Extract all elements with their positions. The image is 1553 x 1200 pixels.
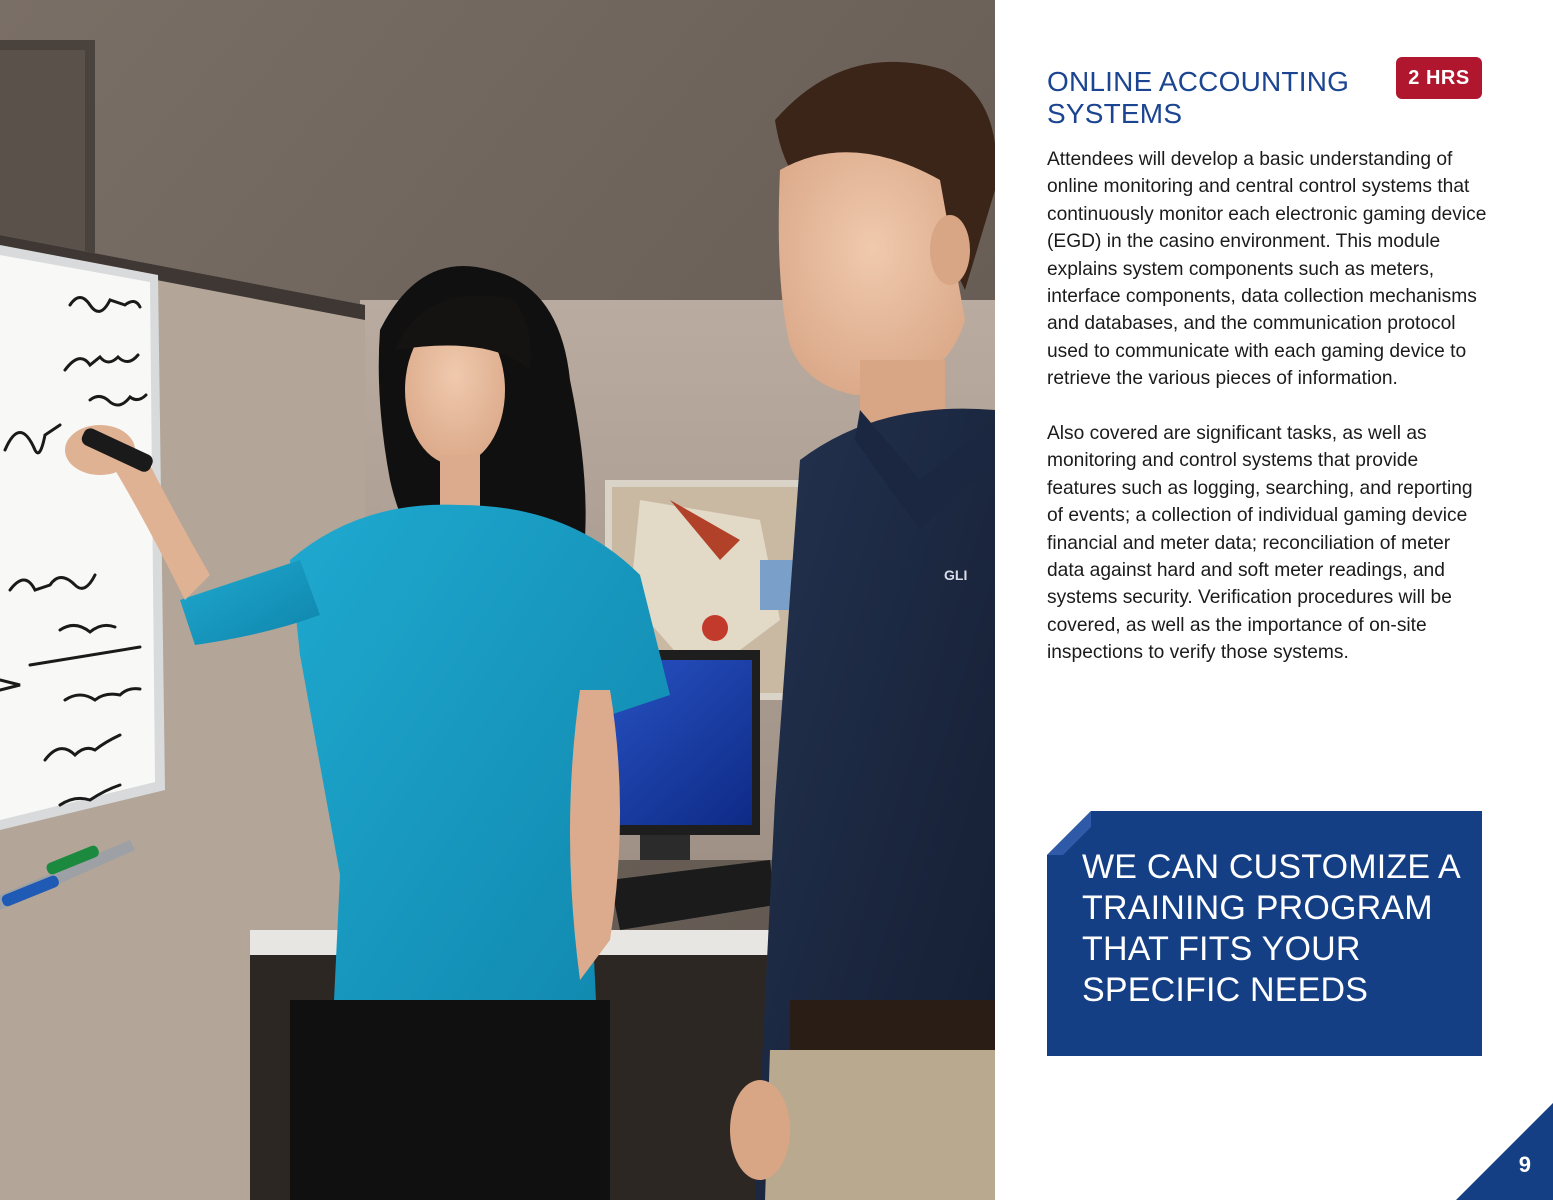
body-paragraph-1: Attendees will develop a basic understanding of online monitoring and central control systems that continuously monitor each electronic gaming device (EGD) in the casino environment. This module explains system components such as meters, interface components, data collection mechanisms and databases, and the communication protocol used to communicate with each gaming device to retrieve the various pieces of information. bbox=[1047, 149, 1487, 390]
shirt-logo: GLI bbox=[944, 567, 968, 583]
page-corner-triangle bbox=[1456, 1103, 1553, 1200]
callout-text: WE CAN CUSTOMIZE A TRAINING PROGRAM THAT FITS YOUR SPECIFIC NEEDS bbox=[1082, 848, 1460, 1009]
module-body bbox=[1047, 146, 1487, 667]
duration-badge: 2 HRS bbox=[1396, 57, 1482, 99]
body-paragraph-2: Also covered are significant tasks, as well as monitoring and control systems that provide features such as logging, searching, and reporting of events; a collection of individual gaming device financial and meter data; reconciliation of meter data against hard and soft meter readings, and systems security. Verification procedures will be covered, as well as the importance of on-site inspections to verify those systems. bbox=[1047, 423, 1473, 664]
customize-callout-box bbox=[1047, 811, 1482, 1056]
module-description bbox=[1047, 66, 1487, 694]
module-title: ONLINE ACCOUNTING SYSTEMS bbox=[1047, 66, 1350, 129]
page-number: 9 bbox=[1518, 1152, 1531, 1177]
